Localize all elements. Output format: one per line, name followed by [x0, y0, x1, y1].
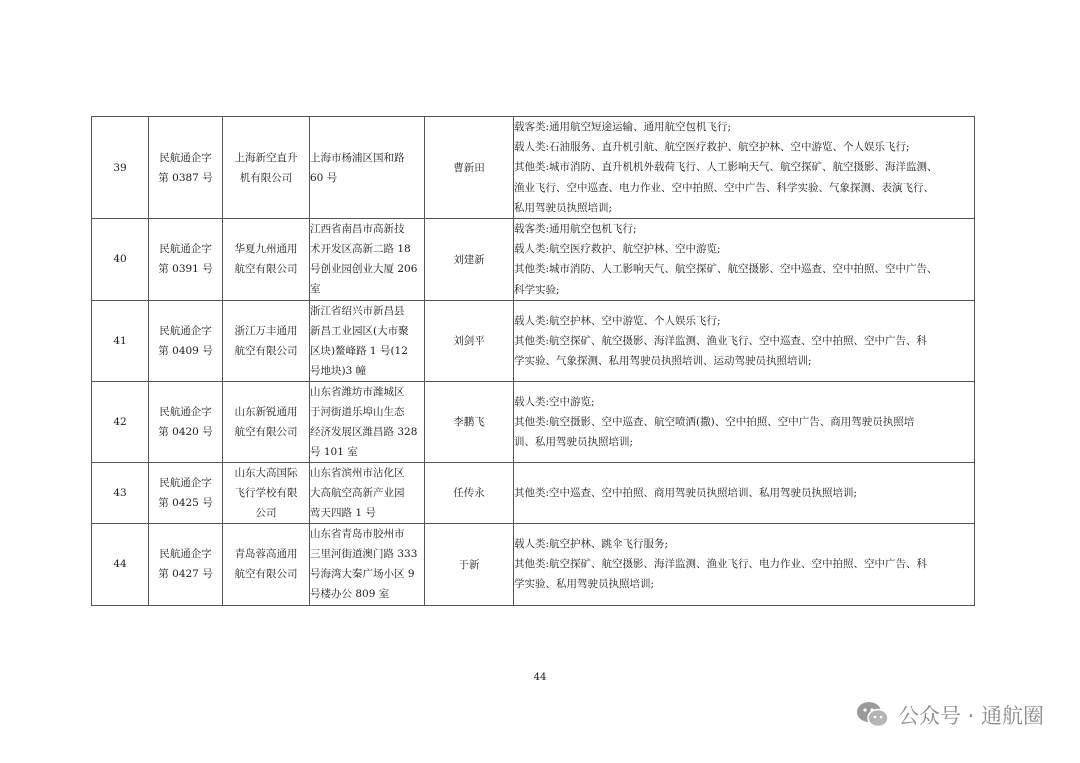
company-name-cell	[223, 523, 310, 605]
business-scope-cell-line: 其他类:航空探矿、航空摄影、海洋监测、渔业飞行、电力作业、空中拍照、空中广告、科	[514, 558, 928, 571]
company-name-cell	[223, 462, 310, 523]
certificate-cell	[149, 462, 223, 523]
address-cell-line: 经济发展区潍昌路 328	[310, 425, 418, 438]
legal-rep-cell: 于新	[425, 523, 514, 605]
watermark-text: 公众号 · 通航圈	[897, 704, 1044, 728]
address-cell-line: 上海市杨浦区国和路	[310, 151, 405, 164]
company-name-cell-line: 航空有限公司	[234, 263, 298, 276]
business-scope-cell-line: 其他类:航空探矿、航空摄影、海洋监测、渔业飞行、空中巡查、空中拍照、空中广告、科	[514, 334, 928, 347]
company-name-cell-line: 航空有限公司	[234, 344, 298, 357]
row-number-cell: 44	[92, 523, 149, 605]
table-row	[92, 219, 975, 301]
address-cell-line: 号楼办公 809 室	[310, 588, 390, 601]
business-scope-cell-line: 载人类:航空护林、空中游览、个人娱乐飞行;	[514, 314, 721, 327]
row-number-cell: 41	[92, 300, 149, 381]
page-number: 44	[533, 672, 547, 683]
company-name-cell-line: 华夏九州通用	[234, 243, 298, 256]
business-scope-cell	[514, 300, 975, 381]
certificate-cell-line: 民航通企字	[159, 151, 212, 164]
address-cell-line: 室	[310, 283, 321, 296]
legal-rep-cell: 刘剑平	[425, 300, 514, 381]
certificate-cell-line: 民航通企字	[159, 548, 212, 561]
company-name-cell-line: 上海新空直升	[234, 151, 298, 164]
business-scope-cell-line: 载客类:通用航空包机飞行;	[514, 223, 637, 236]
table-row	[92, 462, 975, 523]
company-name-cell	[223, 117, 310, 219]
registry-table	[91, 116, 975, 606]
certificate-cell	[149, 117, 223, 219]
company-name-cell-line: 山东大高国际	[234, 466, 298, 479]
company-name-cell-line: 机有限公司	[239, 171, 293, 184]
table-row	[92, 300, 975, 381]
company-name-cell-line: 公司	[255, 506, 277, 519]
business-scope-cell-line: 其他类:航空摄影、空中巡查、航空喷洒(撒)、空中拍照、空中广告、商用驾驶员执照培	[514, 415, 915, 428]
legal-rep-cell: 曹新田	[425, 117, 514, 219]
address-cell-line: 60 号	[310, 171, 338, 184]
certificate-cell-line: 民航通企字	[159, 324, 212, 337]
business-scope-cell-line: 载人类:航空医疗救护、航空护林、空中游览;	[514, 243, 721, 256]
address-cell	[310, 462, 425, 523]
business-scope-cell-line: 私用驾驶员执照培训;	[514, 201, 613, 214]
address-cell-line: 新昌工业园区(大市聚	[310, 324, 409, 337]
business-scope-cell-line: 载人类:空中游览;	[514, 395, 595, 408]
company-name-cell	[223, 219, 310, 301]
business-scope-cell-line: 其他类:城市消防、直升机机外载荷飞行、人工影响天气、航空探矿、航空摄影、海洋监测、	[514, 161, 938, 174]
address-cell-line: 山东省青岛市胶州市	[310, 528, 405, 541]
business-scope-cell-line: 渔业飞行、空中巡查、电力作业、空中拍照、空中广告、科学实验、气象探测、表演飞行、	[514, 181, 934, 194]
company-name-cell-line: 航空有限公司	[234, 425, 298, 438]
address-cell-line: 号 101 室	[310, 445, 358, 458]
legal-rep-cell: 刘建新	[425, 219, 514, 301]
address-cell	[310, 300, 425, 381]
row-number-cell: 39	[92, 117, 149, 219]
business-scope-cell-line: 学实验、私用驾驶员执照培训;	[514, 578, 655, 591]
address-cell	[310, 117, 425, 219]
business-scope-cell	[514, 462, 975, 523]
certificate-cell	[149, 381, 223, 462]
certificate-cell	[149, 219, 223, 301]
certificate-cell-line: 第 0409 号	[158, 344, 213, 357]
business-scope-cell	[514, 219, 975, 301]
business-scope-cell-line: 训、私用驾驶员执照培训;	[514, 435, 634, 448]
certificate-cell-line: 第 0391 号	[158, 263, 213, 276]
business-scope-cell-line: 载人类:石油服务、直升机引航、航空医疗救护、航空护林、空中游览、个人娱乐飞行;	[514, 141, 910, 154]
address-cell-line: 山东省潍坊市潍城区	[310, 385, 405, 398]
address-cell-line: 浙江省绍兴市新昌县	[310, 304, 405, 317]
certificate-cell-line: 第 0425 号	[158, 496, 213, 509]
certificate-cell-line: 民航通企字	[159, 405, 212, 418]
address-cell-line: 区块)鳌峰路 1 号(12	[310, 344, 408, 357]
row-number-cell: 43	[92, 462, 149, 523]
address-cell	[310, 381, 425, 462]
certificate-cell	[149, 523, 223, 605]
business-scope-cell-line: 其他类:空中巡查、空中拍照、商用驾驶员执照培训、私用驾驶员执照培训;	[514, 486, 858, 499]
legal-rep-cell: 李鹏飞	[425, 381, 514, 462]
certificate-cell-line: 第 0427 号	[158, 568, 213, 581]
business-scope-cell-line: 科学实验;	[514, 283, 560, 296]
registry-table-body	[92, 117, 975, 606]
watermark	[856, 700, 1044, 730]
address-cell-line: 山东省滨州市沾化区	[310, 466, 405, 479]
address-cell-line: 江西省南昌市高新技	[310, 223, 405, 236]
business-scope-cell-line: 载人类:航空护林、跳伞飞行服务;	[514, 538, 669, 551]
certificate-cell-line: 第 0387 号	[158, 171, 213, 184]
address-cell	[310, 523, 425, 605]
certificate-cell-line: 民航通企字	[159, 243, 212, 256]
certificate-cell-line: 第 0420 号	[158, 425, 213, 438]
business-scope-cell-line: 载客类:通用航空短途运输、通用航空包机飞行;	[514, 121, 732, 133]
row-number-cell: 42	[92, 381, 149, 462]
table-row	[92, 523, 975, 605]
address-cell	[310, 219, 425, 301]
company-name-cell-line: 青岛蓉高通用	[234, 548, 298, 561]
table-row	[92, 381, 975, 462]
address-cell-line: 三里河街道澳门路 333	[310, 548, 418, 561]
address-cell-line: 号地块)3 幢	[310, 364, 367, 377]
address-cell-line: 莺天四路 1 号	[310, 506, 376, 519]
business-scope-cell-line: 学实验、气象探测、私用驾驶员执照培训、运动驾驶员执照培训;	[514, 354, 812, 367]
row-number-cell: 40	[92, 219, 149, 301]
business-scope-cell-line: 其他类:城市消防、人工影响天气、航空探矿、航空摄影、空中巡查、空中拍照、空中广告、	[514, 263, 938, 276]
address-cell-line: 大高航空高新产业园	[310, 486, 405, 499]
wechat-icon	[856, 700, 890, 730]
certificate-cell-line: 民航通企字	[159, 476, 212, 489]
certificate-cell	[149, 300, 223, 381]
company-name-cell	[223, 300, 310, 381]
business-scope-cell	[514, 523, 975, 605]
company-name-cell-line: 航空有限公司	[234, 568, 298, 581]
company-name-cell-line: 山东新锐通用	[234, 405, 298, 418]
company-name-cell-line: 飞行学校有限	[234, 486, 298, 499]
address-cell-line: 号创业园创业大厦 206	[310, 263, 418, 276]
address-cell-line: 术开发区高新二路 18	[310, 243, 411, 256]
table-row	[92, 117, 975, 219]
legal-rep-cell: 任传永	[425, 462, 514, 523]
business-scope-cell	[514, 117, 975, 219]
company-name-cell-line: 浙江万丰通用	[234, 324, 298, 337]
address-cell-line: 于河街道乐埠山生态	[310, 405, 405, 418]
address-cell-line: 号海湾大秦广场小区 9	[310, 568, 415, 581]
company-name-cell	[223, 381, 310, 462]
business-scope-cell	[514, 381, 975, 462]
